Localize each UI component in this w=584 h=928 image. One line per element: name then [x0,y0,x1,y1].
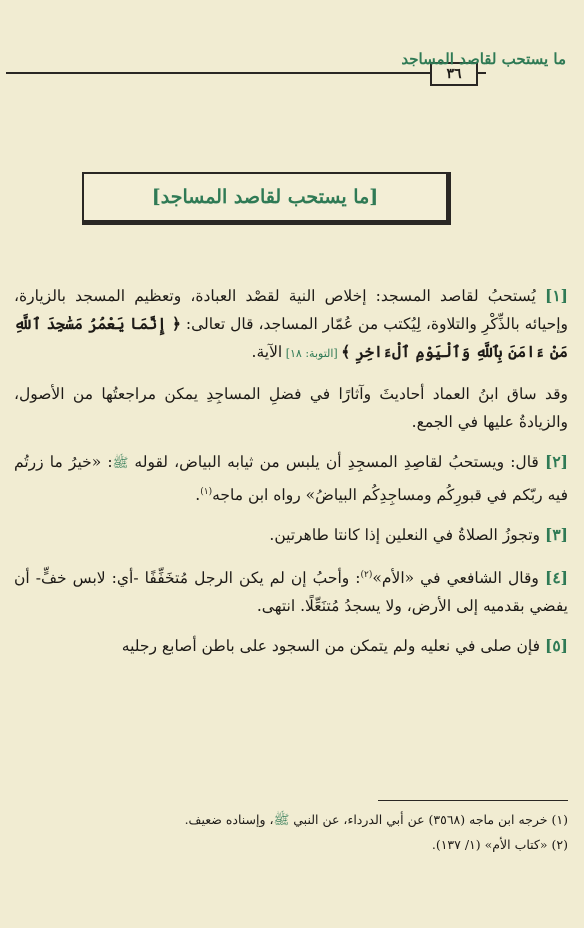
paragraph-text: وقد ساق ابنُ العماد أحاديثَ وآثارًا في فضلِ المساجِدِ يمكن مراجعتُها من الأصول، والزيادةُ عليها في الجمع. [14,385,568,431]
paragraph-number: [١] [544,286,568,305]
verse-reference: [التوبة: ١٨] [282,347,342,360]
salutation-symbol: ﷺ [112,456,129,471]
paragraph-tail: الآية. [251,343,283,361]
paragraph-text: يُستحبُ لقاصد المسجد: إخلاص النية لقصْد العبادة، وتعظيم المسجد بالزيارة، وإحيائه بالذِّكْرِ والتلاوة، لِيُكتب من عُمّار المساجد، قال تعالى: [14,287,568,333]
paragraph-4 [14,521,568,549]
header-rule [6,72,486,74]
paragraph-number: [٣] [544,525,568,545]
footnote-ref[interactable]: (٢) [360,570,373,581]
footnote-separator [378,800,568,801]
paragraph-6 [14,632,568,660]
page-number: ٣٦ [430,62,478,86]
main-text [14,282,568,672]
paragraph-5 [14,561,568,620]
paragraph-text: قال: ويستحبُ لقاصِدِ المسجِدِ أن يلبس من ثيابه البياض، لقوله [128,453,545,471]
paragraph-text: وقال الشافعي في «الأم» [372,569,545,588]
paragraph-text-cont: : وأحبُ إن لم يكن الرجل مُتخَفِّفًا -أي: لابس خفٍّ- أن يفضي بقدميه إلى الأرض، ولا يسجدُ مُتنَعِّلًا. انتهى. [14,569,568,616]
paragraph-2 [14,380,568,436]
chapter-title-frame [82,172,451,225]
paragraph-number: [٤] [544,568,568,588]
quran-verse: ﴿ إِنَّمَا يَعْمُرُ مَسَٰجِدَ ٱللَّهِ مَنْ ءَامَنَ بِٱللَّهِ وَٱلْيَوْمِ ٱلْءَاخِرِ ﴾ [14,314,568,361]
paragraph-number: [٢] [544,452,568,471]
footnote-2 [14,833,568,857]
footnote-1 [14,808,568,833]
footnote-number: (٢) [551,837,568,852]
hadith-text: : «خيرُ ما زرتُم فيه ربّكم في قبورِكُم ومساجِدِكُم البياضُ» رواه ابن ماجه [14,453,568,505]
footnote-text: خرجه ابن ماجه (٣٥٦٨) عن أبي الدرداء، عن النبي [289,812,552,827]
paragraph-end: . [195,486,201,505]
chapter-title: [ما يستحب لقاصد المساجد] [151,186,379,208]
salutation-symbol: ﷺ [273,813,290,828]
footnote-text-cont: ، وإسناده ضعيف. [184,812,274,827]
paragraph-text: فإن صلى في نعليه ولم يتمكن من السجود على باطن أصابع رجليه [121,637,545,656]
paragraph-text: وتجوزُ الصلاةُ في النعلين إذا كانتا طاهرتين. [269,526,545,545]
paragraph-3 [14,448,568,509]
running-header-title: ما يستحب لقاصد المساجد [401,50,566,68]
paragraph-number: [٥] [544,636,568,656]
paragraph-1 [14,282,568,368]
footnote-text: «كتاب الأم» (١/ ١٣٧). [431,837,552,852]
running-header [6,44,566,84]
footnotes [14,808,568,857]
footnote-number: (١) [551,812,568,827]
footnote-ref[interactable]: (١) [200,487,213,497]
